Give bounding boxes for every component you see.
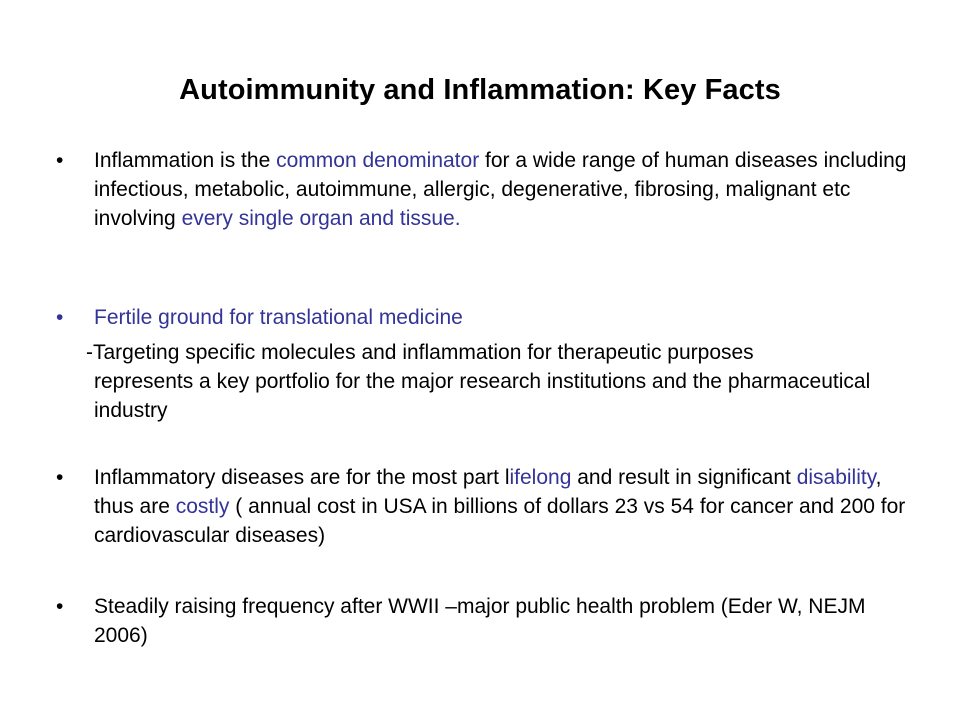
bullet-3-highlight-disability: disability — [796, 466, 876, 489]
bullet-1-segment: for a wide range of human diseases including infectious, metabolic, autoimmune, allergic, degenerative, fibrosing, malignant etc involving — [94, 149, 907, 230]
bullet-2-subtext-rest: represents a key portfolio for the major research institutions and the pharmaceutical industry — [94, 370, 871, 422]
bullet-3-segment: ( annual cost in USA in billions of dollars 23 vs 54 for cancer and 200 for cardiovascular diseases) — [94, 495, 906, 547]
bullet-1-text — [94, 146, 914, 233]
bullet-4-text: Steadily raising frequency after WWII –major public health problem (Eder W, NEJM 2006) — [94, 595, 866, 647]
bullet-2-subtext-line1: -Targeting specific molecules and inflammation for therapeutic purposes — [86, 341, 754, 364]
bullet-2-marker: • — [56, 306, 64, 329]
bullet-3-marker: • — [56, 466, 64, 489]
bullet-3-segment: , thus are — [94, 466, 882, 518]
bullet-3-highlight-lifelong: ifelong — [509, 466, 572, 489]
bullet-2-subtext — [86, 338, 916, 425]
bullet-3-highlight-costly: costly — [175, 495, 230, 518]
slide-title: Autoimmunity and Inflammation: Key Facts — [179, 74, 781, 106]
bullet-3-segment: and result in significant — [571, 466, 797, 489]
bullet-1-highlight-every-organ: every single organ and tissue. — [181, 207, 461, 230]
bullet-1-segment: Inflammation is the — [94, 149, 277, 172]
bullet-3-segment: Inflammatory diseases are for the most part l — [94, 466, 510, 489]
bullet-3-text — [94, 463, 914, 550]
bullet-2-heading: Fertile ground for translational medicine — [94, 306, 463, 329]
bullet-4-marker: • — [56, 595, 64, 618]
bullet-1-highlight-common-denominator: common denominator — [276, 149, 480, 172]
bullet-1-marker: • — [56, 149, 64, 172]
